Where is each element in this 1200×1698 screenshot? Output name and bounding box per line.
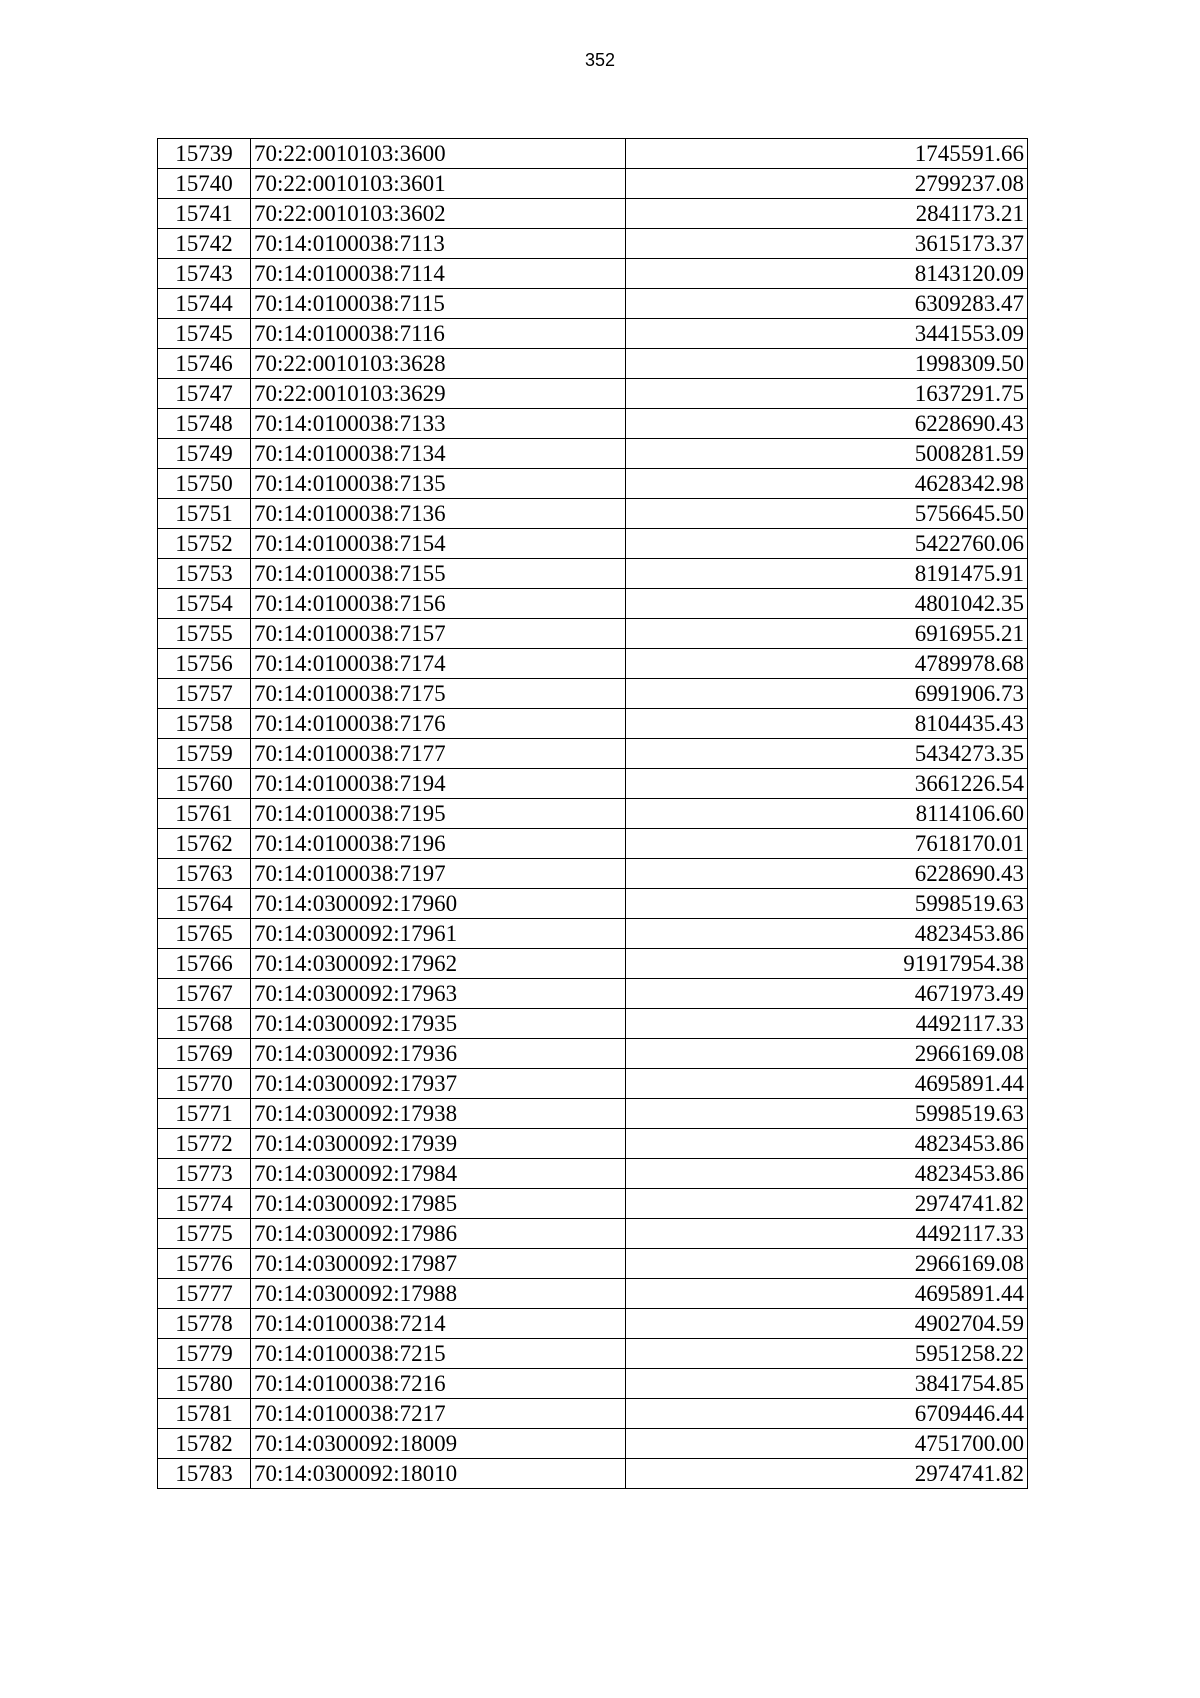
page-number: 352 <box>584 50 616 70</box>
cadastral-number-cell: 70:14:0300092:17936 <box>251 1039 626 1069</box>
cadastral-value-table <box>157 138 1028 1489</box>
row-number-cell: 15776 <box>158 1249 251 1279</box>
cadastral-value-cell: 8104435.43 <box>626 709 1028 739</box>
row-number-cell: 15765 <box>158 919 251 949</box>
row-number-cell: 15773 <box>158 1159 251 1189</box>
table-row <box>158 1369 1028 1399</box>
cadastral-value-cell: 2974741.82 <box>626 1189 1028 1219</box>
row-number-cell: 15770 <box>158 1069 251 1099</box>
table-row <box>158 289 1028 319</box>
cadastral-number-cell: 70:14:0300092:17985 <box>251 1189 626 1219</box>
row-number-cell: 15769 <box>158 1039 251 1069</box>
cadastral-value-cell: 6916955.21 <box>626 619 1028 649</box>
cadastral-value-cell: 4801042.35 <box>626 589 1028 619</box>
cadastral-number-cell: 70:14:0300092:17937 <box>251 1069 626 1099</box>
cadastral-value-cell: 2841173.21 <box>626 199 1028 229</box>
cadastral-number-cell: 70:14:0300092:17935 <box>251 1009 626 1039</box>
cadastral-number-cell: 70:14:0100038:7113 <box>251 229 626 259</box>
cadastral-number-cell: 70:14:0100038:7136 <box>251 499 626 529</box>
row-number-cell: 15752 <box>158 529 251 559</box>
cadastral-value-cell: 6228690.43 <box>626 409 1028 439</box>
table-row <box>158 169 1028 199</box>
cadastral-number-cell: 70:14:0300092:18009 <box>251 1429 626 1459</box>
cadastral-value-cell: 5756645.50 <box>626 499 1028 529</box>
table-row <box>158 259 1028 289</box>
table-row <box>158 679 1028 709</box>
row-number-cell: 15747 <box>158 379 251 409</box>
table-row <box>158 319 1028 349</box>
table-body <box>158 139 1028 1489</box>
table-row <box>158 829 1028 859</box>
table-row <box>158 619 1028 649</box>
cadastral-number-cell: 70:22:0010103:3629 <box>251 379 626 409</box>
cadastral-number-cell: 70:22:0010103:3600 <box>251 139 626 169</box>
table-row <box>158 709 1028 739</box>
table-row <box>158 1129 1028 1159</box>
cadastral-number-cell: 70:14:0100038:7156 <box>251 589 626 619</box>
row-number-cell: 15761 <box>158 799 251 829</box>
row-number-cell: 15743 <box>158 259 251 289</box>
cadastral-value-cell: 5998519.63 <box>626 1099 1028 1129</box>
cadastral-value-cell: 6709446.44 <box>626 1399 1028 1429</box>
row-number-cell: 15764 <box>158 889 251 919</box>
table-row <box>158 1099 1028 1129</box>
row-number-cell: 15772 <box>158 1129 251 1159</box>
row-number-cell: 15762 <box>158 829 251 859</box>
cadastral-value-cell: 4751700.00 <box>626 1429 1028 1459</box>
row-number-cell: 15782 <box>158 1429 251 1459</box>
cadastral-value-cell: 4671973.49 <box>626 979 1028 1009</box>
row-number-cell: 15742 <box>158 229 251 259</box>
cadastral-number-cell: 70:14:0300092:17987 <box>251 1249 626 1279</box>
table-row <box>158 1399 1028 1429</box>
cadastral-number-cell: 70:14:0100038:7155 <box>251 559 626 589</box>
cadastral-number-cell: 70:14:0300092:17961 <box>251 919 626 949</box>
row-number-cell: 15741 <box>158 199 251 229</box>
table-row <box>158 919 1028 949</box>
cadastral-number-cell: 70:14:0300092:17988 <box>251 1279 626 1309</box>
cadastral-value-cell: 2974741.82 <box>626 1459 1028 1489</box>
cadastral-number-cell: 70:14:0300092:17984 <box>251 1159 626 1189</box>
row-number-cell: 15740 <box>158 169 251 199</box>
row-number-cell: 15766 <box>158 949 251 979</box>
table-row <box>158 1309 1028 1339</box>
row-number-cell: 15756 <box>158 649 251 679</box>
row-number-cell: 15753 <box>158 559 251 589</box>
cadastral-number-cell: 70:14:0100038:7194 <box>251 769 626 799</box>
table-row <box>158 1279 1028 1309</box>
row-number-cell: 15750 <box>158 469 251 499</box>
cadastral-value-cell: 3661226.54 <box>626 769 1028 799</box>
cadastral-value-cell: 2799237.08 <box>626 169 1028 199</box>
cadastral-number-cell: 70:14:0100038:7195 <box>251 799 626 829</box>
cadastral-number-cell: 70:14:0100038:7197 <box>251 859 626 889</box>
row-number-cell: 15781 <box>158 1399 251 1429</box>
cadastral-value-cell: 4492117.33 <box>626 1219 1028 1249</box>
cadastral-number-cell: 70:14:0100038:7133 <box>251 409 626 439</box>
row-number-cell: 15757 <box>158 679 251 709</box>
row-number-cell: 15758 <box>158 709 251 739</box>
row-number-cell: 15745 <box>158 319 251 349</box>
table-row <box>158 889 1028 919</box>
table-row <box>158 739 1028 769</box>
row-number-cell: 15778 <box>158 1309 251 1339</box>
row-number-cell: 15771 <box>158 1099 251 1129</box>
cadastral-value-cell: 5998519.63 <box>626 889 1028 919</box>
cadastral-value-cell: 4492117.33 <box>626 1009 1028 1039</box>
table-row <box>158 1009 1028 1039</box>
table-row <box>158 379 1028 409</box>
cadastral-number-cell: 70:22:0010103:3601 <box>251 169 626 199</box>
table-row <box>158 529 1028 559</box>
row-number-cell: 15744 <box>158 289 251 319</box>
table-row <box>158 559 1028 589</box>
cadastral-value-cell: 8143120.09 <box>626 259 1028 289</box>
row-number-cell: 15759 <box>158 739 251 769</box>
cadastral-value-cell: 6228690.43 <box>626 859 1028 889</box>
table-row <box>158 469 1028 499</box>
cadastral-value-cell: 4695891.44 <box>626 1279 1028 1309</box>
cadastral-number-cell: 70:14:0300092:17960 <box>251 889 626 919</box>
cadastral-value-cell: 1745591.66 <box>626 139 1028 169</box>
cadastral-value-cell: 6991906.73 <box>626 679 1028 709</box>
table-row <box>158 589 1028 619</box>
table-row <box>158 229 1028 259</box>
row-number-cell: 15774 <box>158 1189 251 1219</box>
table-row <box>158 949 1028 979</box>
cadastral-value-cell: 4823453.86 <box>626 1129 1028 1159</box>
row-number-cell: 15760 <box>158 769 251 799</box>
cadastral-number-cell: 70:14:0100038:7116 <box>251 319 626 349</box>
cadastral-number-cell: 70:14:0100038:7115 <box>251 289 626 319</box>
table-row <box>158 1219 1028 1249</box>
cadastral-value-cell: 8114106.60 <box>626 799 1028 829</box>
table-row <box>158 349 1028 379</box>
cadastral-number-cell: 70:14:0100038:7154 <box>251 529 626 559</box>
cadastral-number-cell: 70:14:0100038:7196 <box>251 829 626 859</box>
cadastral-value-cell: 4902704.59 <box>626 1309 1028 1339</box>
cadastral-value-cell: 5951258.22 <box>626 1339 1028 1369</box>
cadastral-value-cell: 4823453.86 <box>626 1159 1028 1189</box>
cadastral-value-cell: 5434273.35 <box>626 739 1028 769</box>
cadastral-number-cell: 70:14:0300092:17963 <box>251 979 626 1009</box>
cadastral-number-cell: 70:14:0300092:18010 <box>251 1459 626 1489</box>
cadastral-number-cell: 70:22:0010103:3602 <box>251 199 626 229</box>
cadastral-value-cell: 7618170.01 <box>626 829 1028 859</box>
table-row <box>158 649 1028 679</box>
table-row <box>158 1459 1028 1489</box>
table-row <box>158 199 1028 229</box>
table-row <box>158 1189 1028 1219</box>
cadastral-value-cell: 2966169.08 <box>626 1249 1028 1279</box>
cadastral-number-cell: 70:14:0100038:7216 <box>251 1369 626 1399</box>
cadastral-number-cell: 70:14:0300092:17939 <box>251 1129 626 1159</box>
cadastral-number-cell: 70:14:0300092:17938 <box>251 1099 626 1129</box>
cadastral-value-cell: 3615173.37 <box>626 229 1028 259</box>
row-number-cell: 15775 <box>158 1219 251 1249</box>
table-row <box>158 1249 1028 1279</box>
cadastral-value-cell: 4628342.98 <box>626 469 1028 499</box>
cadastral-number-cell: 70:14:0100038:7134 <box>251 439 626 469</box>
cadastral-number-cell: 70:14:0100038:7176 <box>251 709 626 739</box>
row-number-cell: 15755 <box>158 619 251 649</box>
cadastral-value-cell: 3841754.85 <box>626 1369 1028 1399</box>
cadastral-value-cell: 6309283.47 <box>626 289 1028 319</box>
cadastral-number-cell: 70:14:0100038:7175 <box>251 679 626 709</box>
table-row <box>158 799 1028 829</box>
table-row <box>158 1339 1028 1369</box>
cadastral-number-cell: 70:14:0100038:7177 <box>251 739 626 769</box>
cadastral-number-cell: 70:14:0100038:7174 <box>251 649 626 679</box>
row-number-cell: 15748 <box>158 409 251 439</box>
cadastral-value-cell: 91917954.38 <box>626 949 1028 979</box>
cadastral-value-cell: 4789978.68 <box>626 649 1028 679</box>
row-number-cell: 15739 <box>158 139 251 169</box>
cadastral-value-cell: 4823453.86 <box>626 919 1028 949</box>
row-number-cell: 15767 <box>158 979 251 1009</box>
cadastral-value-cell: 5422760.06 <box>626 529 1028 559</box>
cadastral-number-cell: 70:22:0010103:3628 <box>251 349 626 379</box>
cadastral-number-cell: 70:14:0300092:17986 <box>251 1219 626 1249</box>
cadastral-value-cell: 1998309.50 <box>626 349 1028 379</box>
cadastral-value-cell: 3441553.09 <box>626 319 1028 349</box>
table-row <box>158 1159 1028 1189</box>
table-row <box>158 139 1028 169</box>
table-row <box>158 1039 1028 1069</box>
table-row <box>158 439 1028 469</box>
table-row <box>158 1429 1028 1459</box>
cadastral-value-cell: 2966169.08 <box>626 1039 1028 1069</box>
table-row <box>158 859 1028 889</box>
table-row <box>158 979 1028 1009</box>
row-number-cell: 15783 <box>158 1459 251 1489</box>
cadastral-number-cell: 70:14:0100038:7217 <box>251 1399 626 1429</box>
row-number-cell: 15777 <box>158 1279 251 1309</box>
cadastral-number-cell: 70:14:0300092:17962 <box>251 949 626 979</box>
table-row <box>158 769 1028 799</box>
row-number-cell: 15780 <box>158 1369 251 1399</box>
cadastral-value-cell: 1637291.75 <box>626 379 1028 409</box>
row-number-cell: 15749 <box>158 439 251 469</box>
row-number-cell: 15751 <box>158 499 251 529</box>
table-row <box>158 409 1028 439</box>
row-number-cell: 15746 <box>158 349 251 379</box>
cadastral-value-cell: 4695891.44 <box>626 1069 1028 1099</box>
cadastral-number-cell: 70:14:0100038:7215 <box>251 1339 626 1369</box>
cadastral-number-cell: 70:14:0100038:7214 <box>251 1309 626 1339</box>
row-number-cell: 15763 <box>158 859 251 889</box>
row-number-cell: 15754 <box>158 589 251 619</box>
table-row <box>158 499 1028 529</box>
row-number-cell: 15768 <box>158 1009 251 1039</box>
cadastral-number-cell: 70:14:0100038:7114 <box>251 259 626 289</box>
cadastral-number-cell: 70:14:0100038:7135 <box>251 469 626 499</box>
cadastral-value-cell: 5008281.59 <box>626 439 1028 469</box>
cadastral-value-cell: 8191475.91 <box>626 559 1028 589</box>
table-row <box>158 1069 1028 1099</box>
row-number-cell: 15779 <box>158 1339 251 1369</box>
cadastral-number-cell: 70:14:0100038:7157 <box>251 619 626 649</box>
